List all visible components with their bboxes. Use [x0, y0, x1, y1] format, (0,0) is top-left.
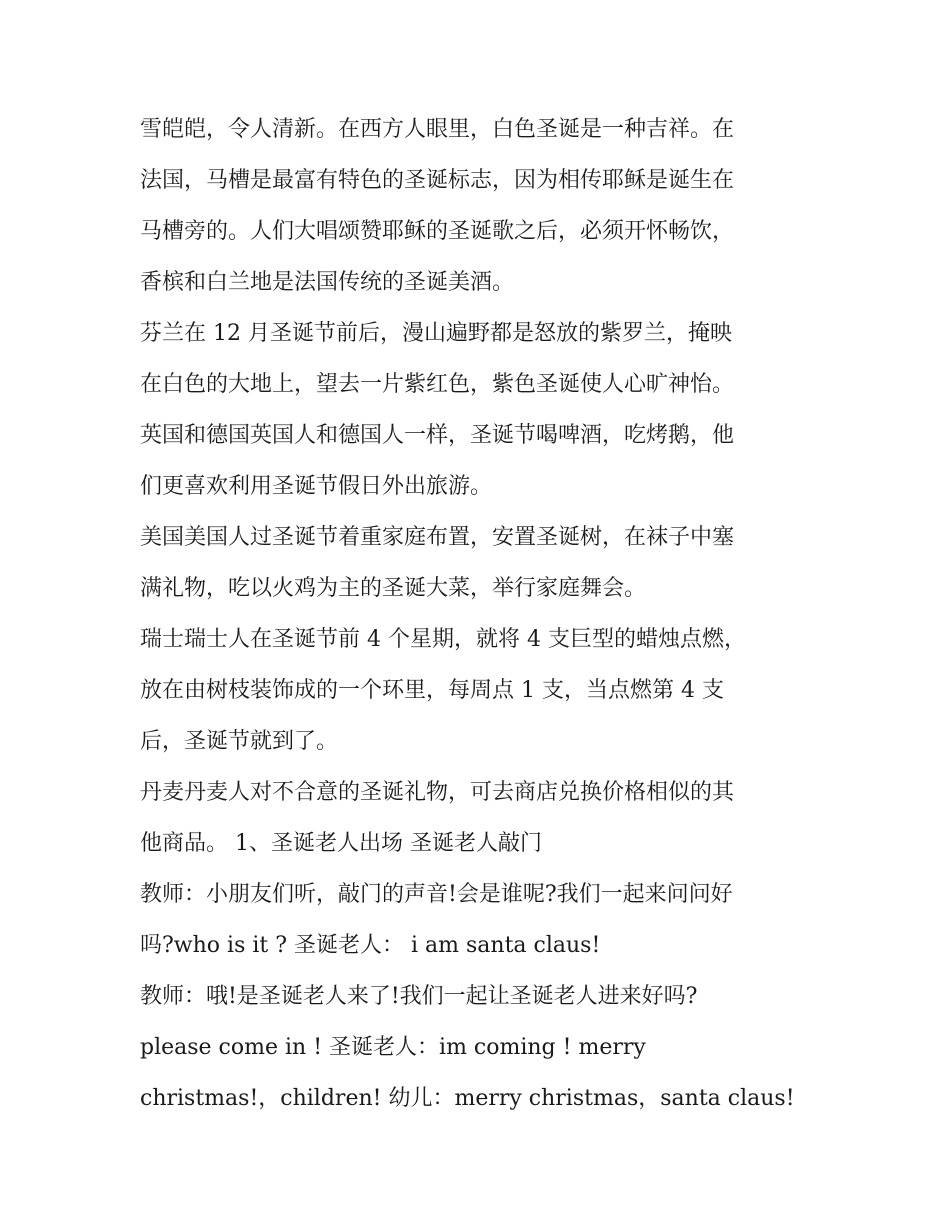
text-line: 法国，马槽是最富有特色的圣诞标志，因为相传耶稣是诞生在 [140, 168, 735, 193]
text-line: 们更喜欢利用圣诞节假日外出旅游。 [140, 474, 493, 499]
text-line: 丹麦丹麦人对不合意的圣诞礼物，可去商店兑换价格相似的其 [140, 780, 735, 805]
text-line: 教师：小朋友们听，敲门的声音!会是谁呢?我们一起来问问好 [140, 882, 733, 907]
text-line: 满礼物，吃以火鸡为主的圣诞大菜，举行家庭舞会。 [140, 576, 647, 601]
text-line: 后，圣诞节就到了。 [140, 729, 339, 754]
text-line: 芬兰在 12 月圣诞节前后，漫山遍野都是怒放的紫罗兰，掩映 [140, 321, 732, 346]
text-line: 放在由树枝装饰成的一个环里，每周点 1 支，当点燃第 4 支 [140, 678, 724, 703]
text-line: 马槽旁的。人们大唱颂赞耶稣的圣诞歌之后，必须开怀畅饮， [140, 219, 735, 244]
text-line: 香槟和白兰地是法国传统的圣诞美酒。 [140, 270, 515, 295]
text-line: 吗?who is it ? 圣诞老人： i am santa claus! [140, 933, 601, 958]
text-line: 瑞士瑞士人在圣诞节前 4 个星期，就将 4 支巨型的蜡烛点燃， [140, 627, 746, 652]
document-body [140, 104, 816, 1124]
text-line: 教师：哦!是圣诞老人来了!我们一起让圣诞老人进来好吗? [140, 984, 698, 1009]
text-line: 他商品。 1、圣诞老人出场 圣诞老人敲门 [140, 831, 542, 856]
text-line: please come in ! 圣诞老人：im coming ! merry [140, 1035, 646, 1060]
text-line: 雪皑皑，令人清新。在西方人眼里，白色圣诞是一种吉祥。在 [140, 117, 735, 142]
text-line: 英国和德国英国人和德国人一样，圣诞节喝啤酒，吃烤鹅，他 [140, 423, 735, 448]
text-line: 美国美国人过圣诞节着重家庭布置，安置圣诞树，在袜子中塞 [140, 525, 735, 550]
text-line: christmas!，children! 幼儿：merry christmas，santa claus! [140, 1086, 795, 1111]
text-line: 在白色的大地上，望去一片紫红色，紫色圣诞使人心旷神怡。 [140, 372, 735, 397]
